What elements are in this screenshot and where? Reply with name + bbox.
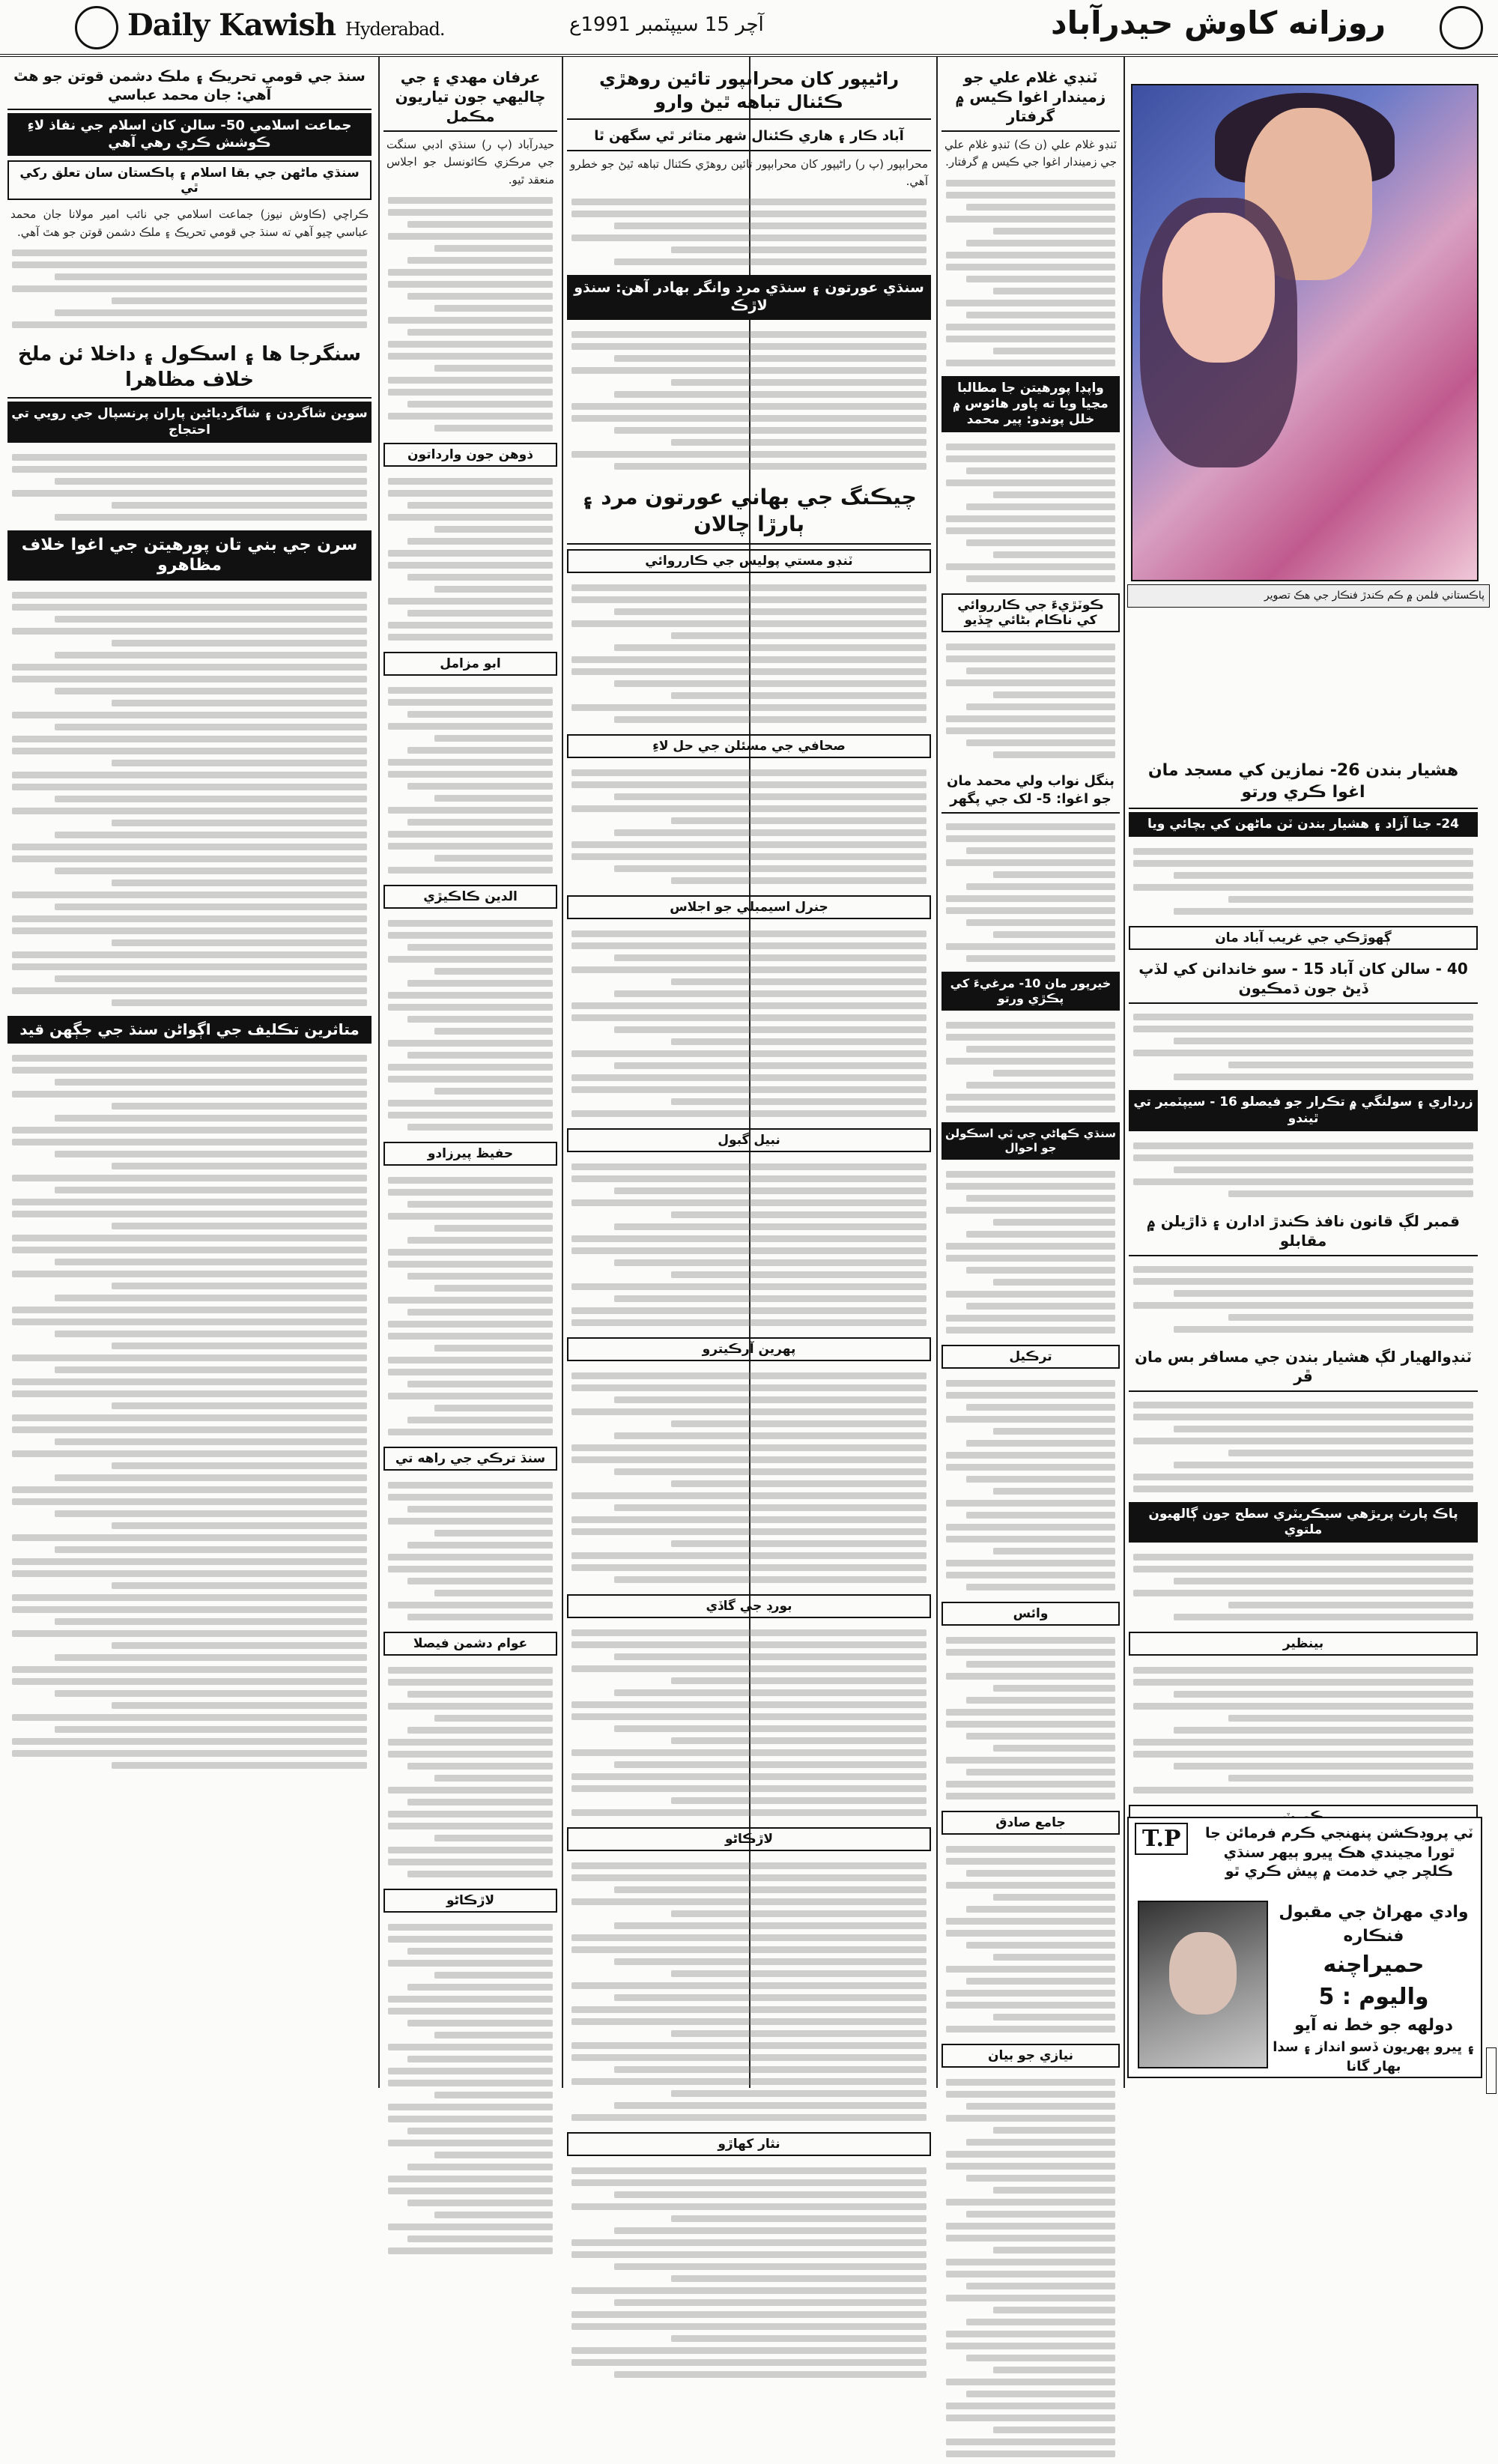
- photo-figure-face: [1162, 213, 1275, 363]
- masthead-english-title: [127, 7, 445, 43]
- article-body: [1127, 1547, 1479, 1627]
- column-rule: [936, 57, 938, 2088]
- article-text: محرابپور (پ ر) راڻيپور کان محرابپور تائين روهڙي ڪئنال تباهه ٿيڻ جو خطرو آهي.: [570, 157, 928, 189]
- headline[interactable]: ٽنڊي غلام علي جو زميندار اغوا ڪيس ۾ گرفتار: [941, 63, 1120, 132]
- column-rule: [562, 57, 563, 2088]
- tp-volume: واليوم : 5: [1318, 1984, 1429, 2011]
- article-body: [382, 1917, 559, 2261]
- subheadline-box[interactable]: صحافي جي مسئلن جي حل لاءِ: [567, 734, 931, 758]
- tp-advertisement[interactable]: [1127, 1817, 1482, 2078]
- cassette-cover-image: [1138, 1901, 1268, 2068]
- photo-caption: پاڪستاني فلمن ۾ ڪم ڪندڙ فنڪار جي هڪ تصوير: [1127, 584, 1490, 608]
- article-body: [565, 1157, 933, 1333]
- subheadline-box[interactable]: ٽنڊو مستي پوليس جي ڪارروائي: [567, 549, 931, 573]
- headline[interactable]: 24- جنا آزاد ۽ هشيار بندن ٽن ماڻهن کي بچائي ويا: [1129, 812, 1478, 837]
- subheadline-box[interactable]: بورڊ جي گاڏي: [567, 1594, 931, 1618]
- title-en: Daily Kawish: [127, 7, 336, 43]
- subheadline-box[interactable]: لاڙڪاڻو: [383, 1889, 557, 1913]
- tp-line: ۽ ڀيرو پهريون ڏسو انداز ۽ سدا بهار گانا: [1273, 2038, 1475, 2074]
- headline[interactable]: خيرپور مان 10- مرغيءَ کي پڪڙي ورتو: [941, 972, 1120, 1011]
- headline[interactable]: جماعت اسلامي 50- سالن کان اسلام جي نفاذ لاءِ ڪوشش ڪري رهي آهي: [7, 113, 372, 156]
- article-body: [6, 1048, 373, 1776]
- column-5: [1127, 753, 1479, 1809]
- headline[interactable]: سنڌي عورتون ۽ سنڌي مرد وانگر بهادر آهن: سنڌو لاڙڪ: [567, 275, 931, 320]
- headline[interactable]: متاثرين تڪليف جي اڳواڻن سنڌ جي جڳهن قيد: [7, 1016, 372, 1044]
- article-body: [565, 1366, 933, 1590]
- subheadline-box[interactable]: ڳهوڙڪي جي غريب آباد مان: [1129, 926, 1478, 950]
- article-body: [940, 637, 1121, 765]
- headline[interactable]: 40 - سالن کان آباد 15 - سو خاندانن کي لڏپ ڏيڻ جون ڌمڪيون: [1129, 954, 1478, 1004]
- article-body: [940, 1015, 1121, 1119]
- subheadline-box[interactable]: ذوهن جون وارداتون: [383, 443, 557, 467]
- subheadline-box[interactable]: بينظير: [1129, 1632, 1478, 1656]
- headline[interactable]: راڻيپور کان محرابپور تائين روهڙي ڪئنال تباهه ٿيڻ وارو: [567, 63, 931, 120]
- headline[interactable]: واپڊا پورهيتن جا مطالبا مڃيا ويا ته پاور هائوس ۾ خلل پوندو: پير محمد: [941, 376, 1120, 433]
- subheadline-box[interactable]: پهرين آرڪيترو: [567, 1337, 931, 1361]
- article-body: [1127, 1007, 1479, 1087]
- article-body: [565, 192, 933, 272]
- article-body: [940, 1839, 1121, 2039]
- headline[interactable]: سنڌي ڪهاڻي جي ٽي اسڪولن جو احوال: [941, 1122, 1120, 1160]
- article-body: [940, 173, 1121, 373]
- subheadline-box[interactable]: حفيظ پيرزادو: [383, 1142, 557, 1166]
- subheadline-box[interactable]: الدين ڪاڪيڙي: [383, 885, 557, 909]
- headline[interactable]: قمبر لڳ قانون نافذ ڪندڙ ادارن ۽ ڌاڙيلن ۾ مقابلو: [1129, 1207, 1478, 1256]
- article-body: [382, 913, 559, 1137]
- headline[interactable]: سنڌ جي قومي تحريڪ ۽ ملڪ دشمن قوتن جو هٿ آهي: جان محمد عباسي: [7, 63, 372, 110]
- issue-date: آچر 15 سيپٽمبر 1991ع: [569, 13, 764, 36]
- article-body: [940, 1630, 1121, 1806]
- article-body: [565, 1623, 933, 1823]
- subheadline-box[interactable]: سنڌ ترڪي جي راهه تي: [383, 1447, 557, 1471]
- page-edge-mark: [1486, 2047, 1497, 2094]
- subheadline-box[interactable]: ترڪيل: [941, 1345, 1120, 1369]
- article-body: [382, 680, 559, 880]
- headline[interactable]: ٻنگل نواب ولي محمد مان جو اغوا: 5- لک جي پگهر: [941, 768, 1120, 814]
- article-body: [565, 924, 933, 1124]
- headline[interactable]: پاڪ پارٽ پريڙهي سيڪريٽري سطح جون ڳالهيون ملتوي: [1129, 1502, 1478, 1543]
- column-rule: [378, 57, 380, 2088]
- cassette-singer-face: [1169, 1932, 1237, 2015]
- masthead-sindhi-title: روزانه كاوش حيدرآباد: [1051, 4, 1386, 41]
- headline[interactable]: زرداري ۽ سولنگي ۾ تڪرار جو فيصلو 16 - سيپٽمبر تي ٿيندو: [1129, 1090, 1478, 1131]
- subheadline-box[interactable]: نيازي جو بيان: [941, 2044, 1120, 2068]
- article-body: [6, 243, 373, 335]
- subheadline-box[interactable]: عوام دشمن فيصلا: [383, 1632, 557, 1656]
- headline[interactable]: چيڪنگ جي بهاني عورتون مرد ۽ ٻارڙا چالان: [567, 479, 931, 545]
- column-rule: [1124, 57, 1125, 2088]
- subheadline-box[interactable]: جنرل اسيمبلي جو اجلاس: [567, 895, 931, 919]
- column-4: [940, 60, 1121, 2083]
- subheadline-box[interactable]: لاڙڪاڻو: [567, 1827, 931, 1851]
- article-body: [1127, 841, 1479, 921]
- article-body: [940, 817, 1121, 969]
- headline[interactable]: هشيار بندن 26- نمازين کي مسجد مان اغوا ڪري ورتو: [1129, 756, 1478, 809]
- article-text: ٽنڊو غلام علي (ن ڪ) ٽنڊو غلام علي جي زميندار اغوا جي ڪيس ۾ گرفتار.: [944, 138, 1117, 169]
- article-body: [382, 471, 559, 647]
- city-en: Hyderabad.: [345, 19, 445, 40]
- subheadline-box[interactable]: سنڌي ماڻهن جي بقا اسلام ۽ پاڪستان سان تعلق رکي ٿي: [7, 160, 372, 200]
- column-3: [565, 60, 933, 2152]
- tp-text-block: [1273, 1901, 1475, 2077]
- article-body: [565, 578, 933, 730]
- article-body: [1127, 1660, 1479, 1800]
- headline[interactable]: سنگرجا ها ۽ اسڪول ۽ داخلا ئن ملخ خلاف مظاهرا: [7, 338, 372, 399]
- article-body: [382, 190, 559, 438]
- subheadline-box[interactable]: نثار کهاڙو: [567, 2132, 931, 2156]
- article-body: [1127, 1395, 1479, 1499]
- tp-logo: T.P: [1135, 1823, 1188, 1855]
- tp-line: وادي مهراڻ جي مقبول فنڪاره: [1279, 1903, 1469, 1946]
- masthead: [0, 0, 1498, 57]
- masthead-circle-right: [1440, 6, 1483, 49]
- article-body: [565, 1856, 933, 2128]
- tp-singer-name: حميراچنه: [1323, 1951, 1425, 1978]
- headline[interactable]: ٽنڊوالهيار لڳ هشيار بندن جي مسافر بس مان ڦر: [1129, 1343, 1478, 1392]
- subheadline-box[interactable]: جامع صادق: [941, 1811, 1120, 1835]
- article-body: [565, 2161, 933, 2385]
- tp-album-title: دولهه جو خط نه آيو: [1294, 2015, 1453, 2035]
- article-body: [940, 2072, 1121, 2464]
- article-body: [940, 437, 1121, 589]
- article-body: [6, 447, 373, 527]
- headline[interactable]: سوين شاگردن ۽ شاگردياڻين پاران پرنسپال جي رويي تي احتجاج: [7, 402, 372, 443]
- subheadline-box[interactable]: وائس: [941, 1602, 1120, 1626]
- article-body: [565, 324, 933, 476]
- article-text: ڪراچي (ڪاوش نيوز) جماعت اسلامي جي نائب امير مولانا جان محمد عباسي چيو آهي ته سنڌ جي قومي تحريڪ ۽ ملڪ دشمن قوتن جو هٿ آهي.: [10, 208, 369, 239]
- article-body: [382, 1475, 559, 1627]
- subheadline-box[interactable]: ابو مزامل: [383, 652, 557, 676]
- article-body: [565, 763, 933, 891]
- article-body: [1127, 1259, 1479, 1340]
- headline[interactable]: عرفان مهدي ۽ جي چاليهي جون تياريون مڪمل: [383, 63, 557, 132]
- article-body: [1127, 1136, 1479, 1204]
- article-body: [940, 1373, 1121, 1597]
- headline[interactable]: سرن جي بني تان پورهيتن جي اغوا خلاف مظاهرو: [7, 530, 372, 581]
- article-body: [6, 585, 373, 1013]
- masthead-circle-left: [75, 6, 118, 49]
- article-text: حيدرآباد (پ ر) سنڌي ادبي سنگت جي مرڪزي ڪائونسل جو اجلاس منعقد ٿيو.: [386, 138, 554, 187]
- actors-photo: [1131, 84, 1479, 581]
- column-1: [6, 60, 373, 2083]
- column-2: [382, 60, 559, 2083]
- tp-headline: ٽي پروڊڪشن پنهنجي ڪرم فرمائن جا ٿورا مڃيندي هڪ ڀيرو ٻيهر سنڌي ڪلچر جي خدمت ۾ پيش ڪري ٿو: [1205, 1825, 1473, 1880]
- subheadline-box[interactable]: نبيل گبول: [567, 1128, 931, 1152]
- subheadline-box[interactable]: ڪوٽڙيءَ جي ڪارروائي کي ناڪام بڻائي ڇڏيو: [941, 593, 1120, 632]
- headline[interactable]: آباد ڪار ۽ هاري ڪئنال شهر متاثر ٿي سگهن ٿا: [567, 123, 931, 151]
- article-body: [940, 1164, 1121, 1340]
- article-body: [382, 1170, 559, 1442]
- article-body: [382, 1660, 559, 1884]
